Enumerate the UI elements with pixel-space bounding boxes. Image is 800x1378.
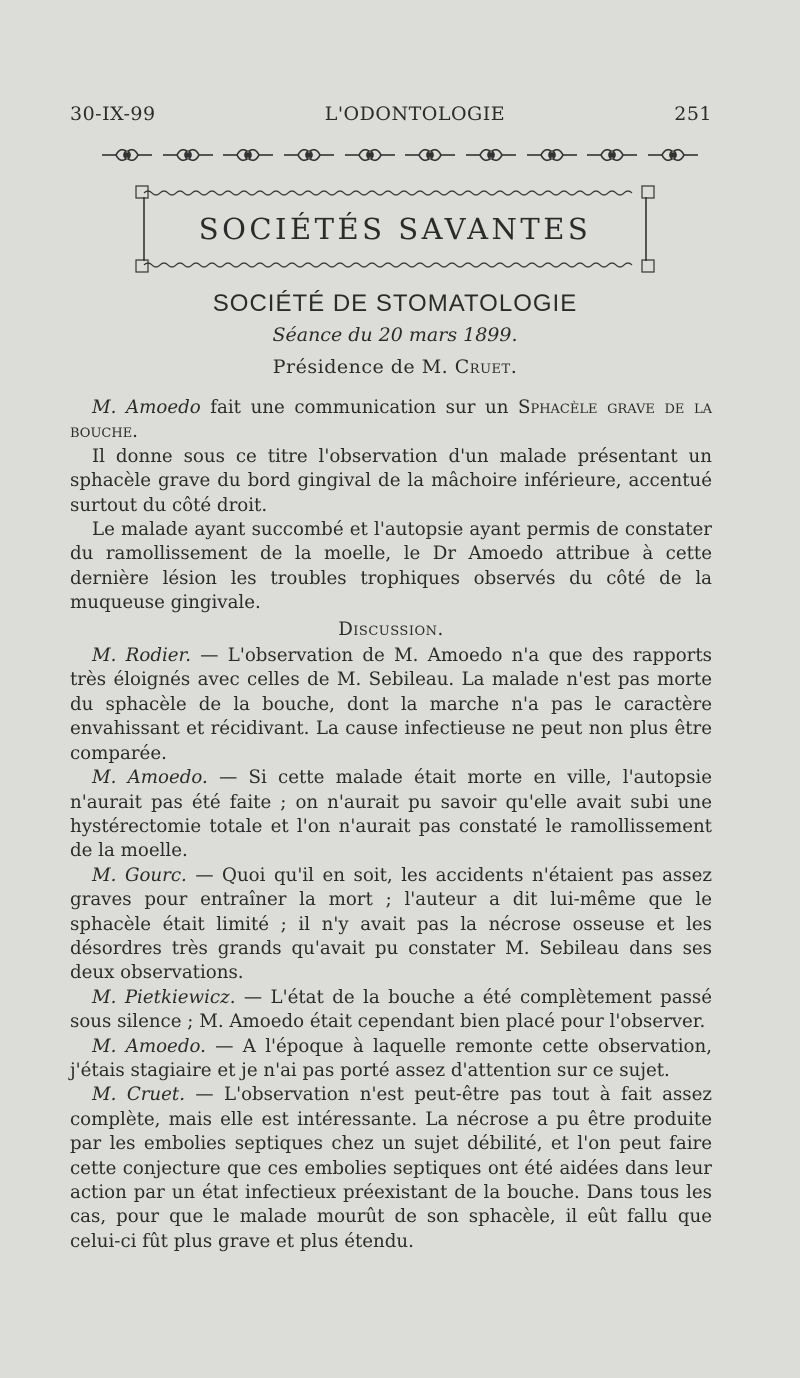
discussion-heading: Discussion. bbox=[338, 618, 444, 640]
speaker-name: M. Amoedo. bbox=[92, 767, 208, 789]
intervention-text: — Si cette malade était morte en ville, l'autopsie n'aurait pas été faite ; on n'aurait pu savoir qu'elle avait subi une hystérectomie totale et l'on n'aurait pas constaté le ramollissement de la moelle. bbox=[70, 767, 712, 862]
page-number: 251 bbox=[674, 103, 712, 125]
intervention-text: — A l'époque à laquelle remonte cette observation, j'étais stagiaire et je n'ai pas porté assez d'attention sur ce sujet. bbox=[70, 1035, 712, 1081]
speaker-name: M. Amoedo bbox=[92, 397, 201, 418]
fleuron-ornament-icon bbox=[221, 145, 275, 165]
intervention-text: — Quoi qu'il en soit, les accidents n'étaient pas assez graves pour entraîner la mort ; l'auteur a dit lui-même que le sphacèle était limité ; il n'y avait pas la nécrose osseuse et les désordres très grands qu'avait pu constater M. Sebileau dans ses deux observations. bbox=[70, 864, 712, 984]
fleuron-ornament-icon bbox=[100, 145, 154, 165]
intervention bbox=[70, 644, 712, 766]
fleuron-ornament-icon bbox=[464, 145, 518, 165]
intervention bbox=[70, 766, 712, 864]
fleuron-ornament-icon bbox=[161, 145, 215, 165]
fleuron-ornament-icon bbox=[525, 145, 579, 165]
session-date: Séance du 20 mars 1899. bbox=[272, 324, 518, 346]
fleuron-ornament-icon bbox=[403, 145, 457, 165]
intervention bbox=[70, 986, 712, 1035]
ornament-row bbox=[100, 143, 700, 167]
speaker-name: M. Rodier. bbox=[92, 645, 192, 667]
intervention bbox=[70, 864, 712, 986]
section-title: SOCIÉTÉS SAVANTES bbox=[198, 212, 592, 246]
presidence-line bbox=[0, 356, 790, 378]
speaker-name: M. Gourc. bbox=[92, 864, 187, 886]
speaker-name: M. Pietkiewicz. bbox=[92, 986, 236, 1008]
section-title-frame bbox=[130, 183, 660, 275]
paragraph: Le malade ayant succombé et l'autopsie ayant permis de constater du ramollissement de la moelle, le Dr Amoedo attribue à cette dernière lésion les troubles trophiques observés du côté de la muqueuse gingivale. bbox=[70, 519, 712, 614]
intervention-text: — L'observation de M. Amoedo n'a que des rapports très éloignés avec celles de M. Sebileau. La malade n'est pas morte du sphacèle de la bouche, dont la marche n'a pas le caractère envahissant et récidivant. La cause infectieuse ne peut non plus être comparée. bbox=[70, 645, 712, 764]
intervention bbox=[70, 1083, 712, 1254]
article-body bbox=[70, 396, 712, 1254]
issue-date: 30-IX-99 bbox=[70, 103, 156, 125]
intervention-text: — L'observation n'est peut-être pas tout à fait assez complète, mais elle est intéressante. La nécrose a pu être produite par les embolies septiques chez un sujet débilité, et l'on peut faire cette conjecture que ces embolies septiques ont été aidées dans leur action par un état infectieux préexistant de la bouche. Dans tous les cas, pour que le malade mourût de son sphacèle, il eût fallu que celui-ci fût plus grave et plus étendu. bbox=[70, 1084, 712, 1252]
fleuron-ornament-icon bbox=[282, 145, 336, 165]
society-name: SOCIÉTÉ DE STOMATOLOGIE bbox=[212, 290, 578, 317]
running-head bbox=[70, 103, 712, 125]
presidence-label: Présidence de M. bbox=[272, 356, 449, 378]
speaker-name: M. Amoedo. bbox=[92, 1035, 206, 1057]
journal-title: L'ODONTOLOGIE bbox=[324, 103, 506, 125]
intervention-text: — L'état de la bouche a été complètement passé sous silence ; M. Amoedo était cependant bien placé pour l'observer. bbox=[70, 986, 712, 1033]
intro-text: fait une communication sur un bbox=[200, 397, 518, 418]
intro-paragraph bbox=[70, 396, 712, 445]
president-name: Cruet. bbox=[454, 356, 518, 378]
intervention bbox=[70, 1035, 712, 1084]
paragraph: Il donne sous ce titre l'observation d'un malade présentant un sphacèle grave du bord gingival de la mâchoire inférieure, accentué surtout du côté droit. bbox=[70, 445, 712, 516]
speaker-name: M. Cruet. bbox=[92, 1084, 185, 1106]
fleuron-ornament-icon bbox=[646, 145, 700, 165]
fleuron-ornament-icon bbox=[343, 145, 397, 165]
communication-subject: Sphacèle grave de la bouche. bbox=[70, 397, 712, 443]
fleuron-ornament-icon bbox=[585, 145, 639, 165]
